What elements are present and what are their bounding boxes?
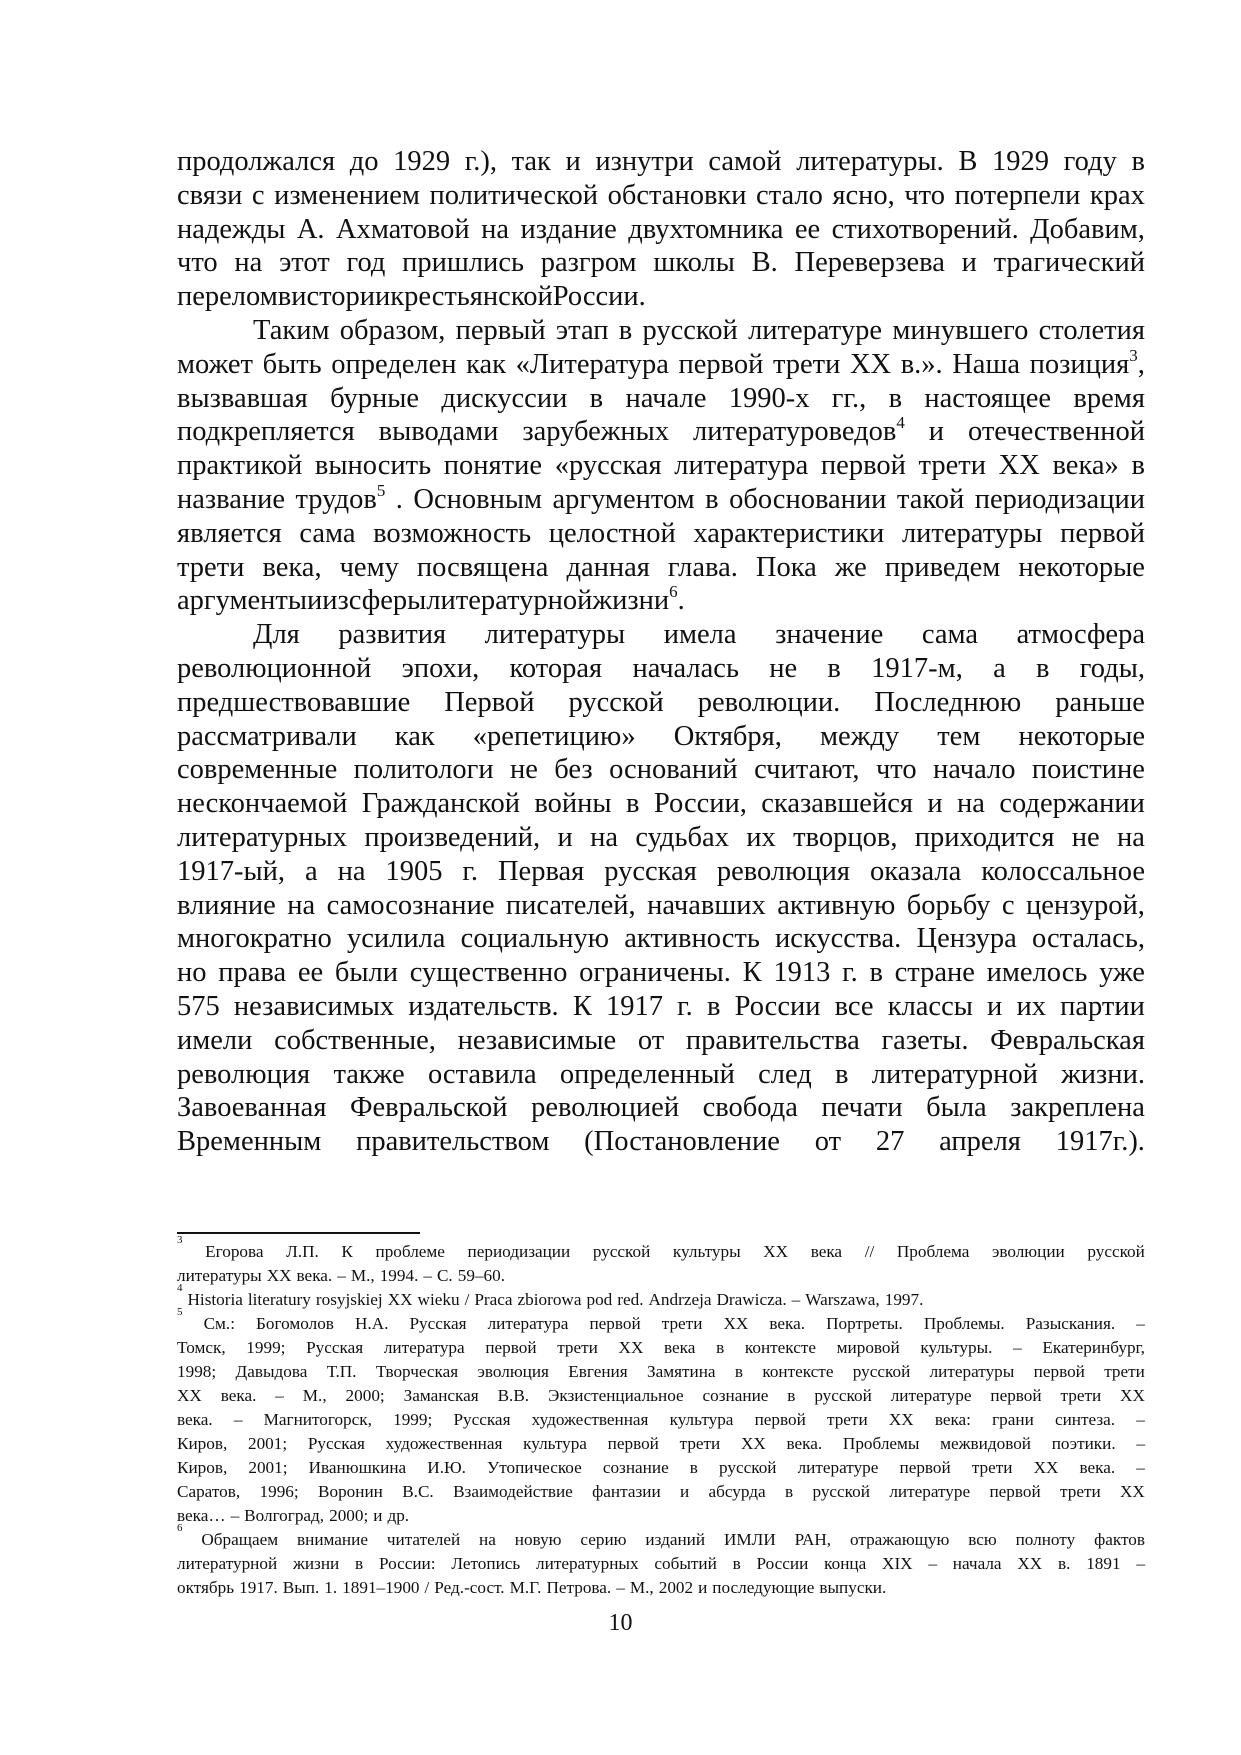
footnote-line: 4 Historia literatury rosyjskiej XX wieku / Praca zbiorowa pod red. Andrzeja Drawicza. – Warszawa, 1997. [177,1288,1145,1312]
footnote-line: XX века. – М., 2000; Заманская В.В. Экзистенциальное сознание в русской литературе первой трети XX [177,1386,1145,1405]
footnote-ref: 3 [1129,345,1138,365]
text-line: может быть определен как «Литература первой трети XX в.». Наша позиция$^3$, [177,345,1145,380]
page-number: 10 [608,1610,633,1636]
footnote-line: Саратов, 1996; Воронин В.С. Взаимодействие фантазии и абсурда в русской литературе первой трети XX [177,1482,1145,1501]
text-line: нескончаемой Гражданской войны в России, сказавшейся и на содержании [177,788,1145,820]
footnote-line: 1998; Давыдова Т.П. Творческая эволюция Евгения Замятина в контексте русской литературы первой трети [177,1362,1145,1381]
text-line: вызвавшая бурные дискуссии в начале 1990-х гг., в настоящее время [177,382,1145,414]
footnote-ref: 4 [896,413,905,433]
text-line: название трудов$^5$ . Основным аргументом в обосновании такой периодизации [177,480,1145,515]
text-line: связи с изменением политической обстановки стало ясно, что потерпели крах [177,179,1145,211]
text-line: предшествовавшие Первой русской революции. Последнюю раньше [177,686,1145,718]
footnote-line: Киров, 2001; Иванюшкина И.Ю. Утопическое сознание в русской литературе первой трети XX века. – [177,1458,1145,1477]
text-line: перелом в истории крестьянской России. [177,281,646,313]
text-line: влияние на самосознание писателей, начавших активную борьбу с цензурой, [177,889,1145,921]
footnotes [177,1234,1145,1600]
footnote-line: октябрь 1917. Вып. 1. 1891–1900 / Ред.-сост. М.Г. Петрова. – М., 2002 и последующие выпуски. [177,1578,887,1597]
footnote-line: литературы XX века. – М., 1994. – С. 59–60. [177,1266,505,1285]
text-line: имели собственные, независимые от правительства газеты. Февральская [177,1024,1145,1056]
text-line: но права ее были существенно ограничены. К 1913 г. в стране имелось уже [177,957,1145,989]
footnote-line: века… – Волгоград, 2000; и др. [177,1506,410,1525]
text-line: рассматривали как «репетицию» Октября, между тем некоторые [177,720,1145,752]
text-line: аргументы и из сферы литературной жизни$^6$. [177,582,685,617]
text-line: что на этот год пришлись разгром школы В. Переверзева и трагический [177,247,1145,279]
footnote-marker: 6 [177,1522,183,1534]
text-line: 1917-ый, а на 1905 г. Первая русская революция оказала колоссальное [177,855,1145,887]
footnote-ref: 5 [376,480,386,500]
main-text [177,145,1145,1159]
footnote-ref: 6 [669,582,678,602]
text-line: трети века, чему посвящена данная глава. Пока же приведем некоторые [177,551,1145,583]
footnote-marker: 3 [177,1234,183,1246]
text-line: подкрепляется выводами зарубежных литературоведов$^4$ и отечественной [177,413,1145,448]
text-line: практикой выносить понятие «русская литература первой трети XX века» в [177,450,1145,482]
footnote-separator [177,1232,420,1234]
text-line: продолжался до 1929 г.), так и изнутри самой литературы. В 1929 году в [177,146,1145,177]
footnote-line: века. – Магнитогорск, 1999; Русская художественная культура первой трети XX века: грани синтеза. – [177,1410,1145,1429]
text-line: Для развития литературы имела значение сама атмосфера [253,619,1145,651]
text-line: многократно усилила социальную активность искусства. Цензура осталась, [177,923,1145,955]
text-line: революция также оставила определенный след в литературной жизни. [177,1058,1145,1090]
footnote-line: 6 Обращаем внимание читателей на новую серию изданий ИМЛИ РАН, отражающую всю полноту фактов [177,1528,1145,1552]
text-line: Временным правительством (Постановление от 27 апреля 1917г.). [177,1126,1145,1158]
footnote-line: Томск, 1999; Русская литература первой трети XX века в контексте мировой культуры. – Екатеринбург, [177,1338,1145,1357]
footnote-line: Киров, 2001; Русская художественная культура первой трети XX века. Проблемы межвидовой поэтики. – [177,1434,1145,1453]
text-line: литературных произведений, и на судьбах их творцов, приходится не на [177,821,1145,853]
text-line: Завоеванная Февральской революцией свобода печати была закреплена [177,1092,1145,1124]
text-line: надежды А. Ахматовой на издание двухтомника ее стихотворений. Добавим, [177,213,1145,245]
text-line: Таким образом, первый этап в русской литературе минувшего столетия [253,314,1145,346]
footnote-marker: 5 [177,1306,183,1318]
footnote-line: 3 Егорова Л.П. К проблеме периодизации русской культуры XX века // Проблема эволюции русской [177,1240,1145,1264]
footnote-line: литературной жизни в России: Летопись литературных событий в России конца XIX – начала XX в. 1891 – [177,1554,1145,1573]
footnote-marker: 4 [177,1282,183,1294]
text-line: революционной эпохи, которая началась не в 1917-м, а в годы, [177,652,1145,684]
text-line: 575 независимых издательств. К 1917 г. в России все классы и их партии [177,990,1145,1022]
footnote-line: 5 См.: Богомолов Н.А. Русская литература первой трети XX века. Портреты. Проблемы. Разыскания. – [177,1312,1145,1336]
text-line: современные политологи не без оснований считают, что начало поистине [177,754,1145,786]
text-line: является сама возможность целостной характеристики литературы первой [177,517,1145,549]
